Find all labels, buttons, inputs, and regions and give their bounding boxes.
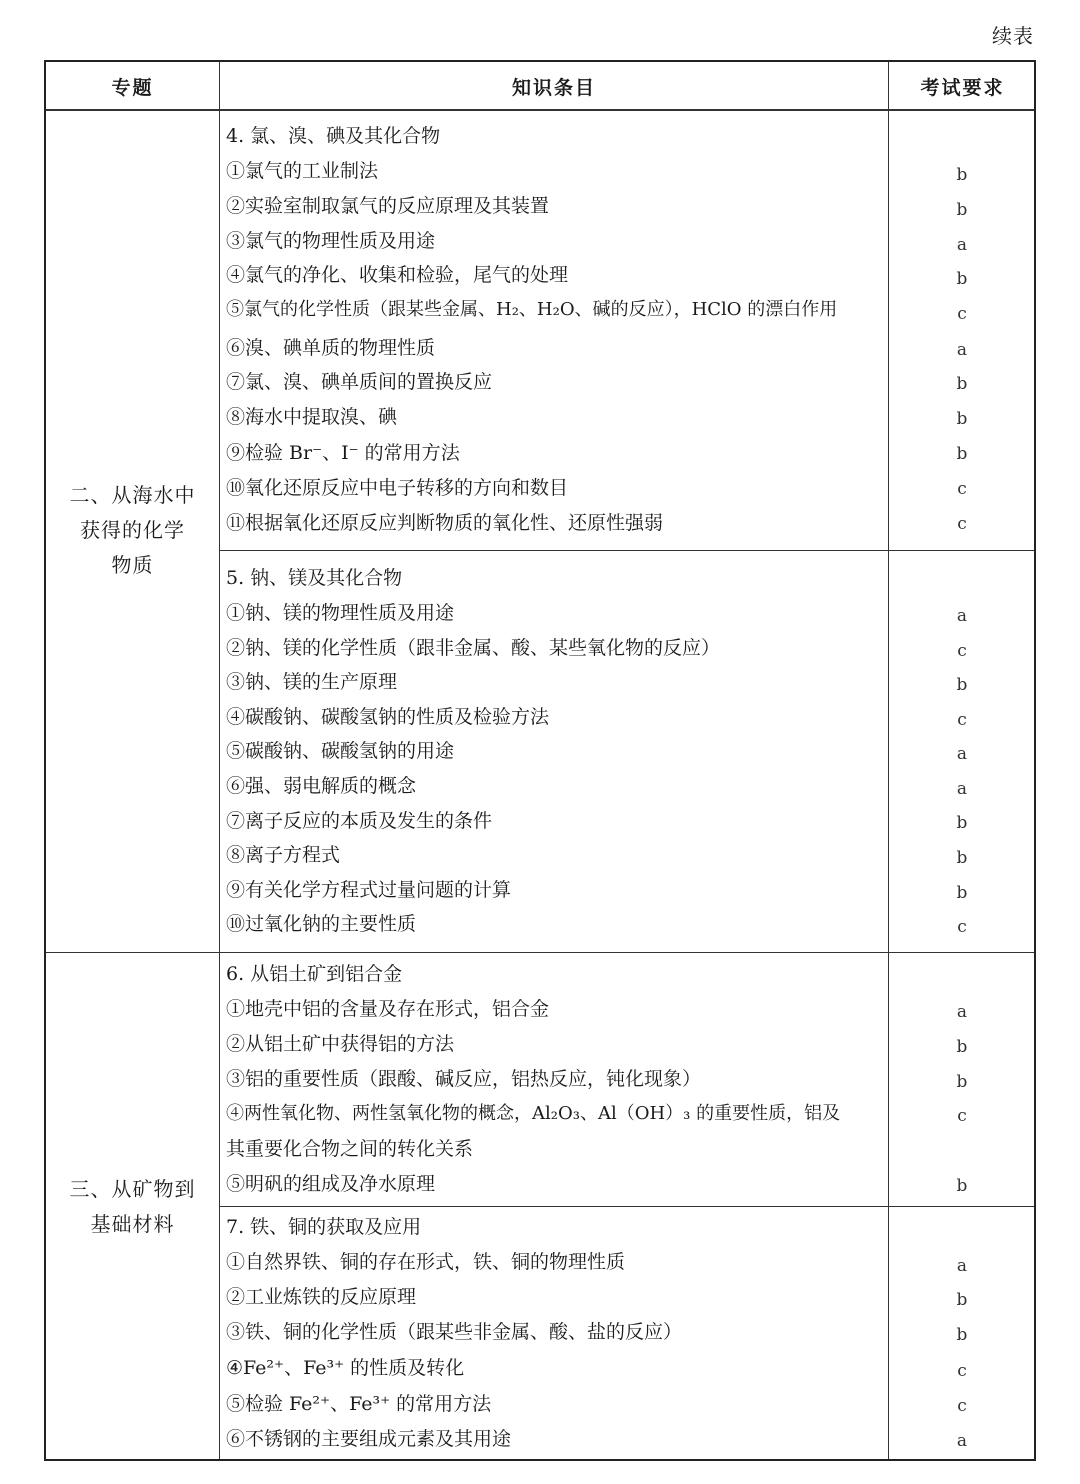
item-requirement: c	[957, 479, 967, 499]
item-requirement: c	[957, 641, 967, 661]
item-text: ⑦氯、溴、碘单质间的置换反应	[226, 371, 493, 393]
item-text: ③铝的重要性质（跟酸、碱反应，铝热反应，钝化现象）	[226, 1068, 702, 1090]
item-text: ⑤明矾的组成及净水原理	[226, 1173, 436, 1195]
item-text: ①地壳中铝的含量及存在形式，铝合金	[226, 998, 550, 1020]
section-title: 7. 铁、铜的获取及应用	[226, 1216, 422, 1238]
item-text: ⑩过氧化钠的主要性质	[226, 913, 417, 935]
section-title: 6. 从铝土矿到铝合金	[226, 963, 403, 985]
item-text: ③氯气的物理性质及用途	[226, 230, 436, 252]
item-text: ⑥不锈钢的主要组成元素及其用途	[226, 1428, 512, 1450]
item-text: ②工业炼铁的反应原理	[226, 1286, 417, 1308]
item-text: ③钠、镁的生产原理	[226, 671, 398, 693]
section-title: 5. 钠、镁及其化合物	[226, 567, 403, 589]
section-divider	[219, 1206, 1034, 1207]
section-divider	[219, 550, 1034, 551]
topic-3-line: 基础材料	[90, 1212, 175, 1236]
topic-2-line: 获得的化学	[80, 518, 185, 542]
item-text: ⑨检验 Br⁻、I⁻ 的常用方法	[226, 442, 460, 464]
item-requirement: b	[956, 165, 968, 185]
item-text: ⑤氯气的化学性质（跟某些金属、H₂、H₂O、碱的反应），HClO 的漂白作用	[226, 299, 838, 320]
item-requirement: c	[957, 710, 967, 730]
syllabus-table	[44, 60, 1036, 1461]
item-text: ④两性氧化物、两性氢氧化物的概念，Al₂O₃、Al（OH）₃ 的重要性质，铝及	[226, 1103, 841, 1124]
header-knowledge: 知识条目	[511, 76, 596, 99]
item-requirement: a	[956, 340, 968, 360]
item-text: ②实验室制取氯气的反应原理及其装置	[226, 195, 550, 217]
item-requirement: b	[956, 1325, 968, 1345]
item-requirement: b	[956, 269, 968, 289]
item-requirement: c	[957, 1106, 967, 1126]
item-requirement: a	[956, 779, 968, 799]
item-text: ⑨有关化学方程式过量问题的计算	[226, 879, 512, 901]
item-requirement: b	[956, 1176, 968, 1196]
item-requirement: c	[957, 304, 967, 324]
item-requirement: b	[956, 848, 968, 868]
item-text: ⑤碳酸钠、碳酸氢钠的用途	[226, 740, 455, 762]
topic-3-line: 三、从矿物到	[69, 1177, 196, 1201]
item-requirement: c	[957, 917, 967, 937]
item-requirement: b	[956, 200, 968, 220]
item-requirement: b	[956, 1072, 968, 1092]
item-requirement: a	[956, 235, 968, 255]
topic-divider	[46, 952, 1034, 953]
item-requirement: c	[957, 514, 967, 534]
item-text-continued: 其重要化合物之间的转化关系	[226, 1138, 474, 1160]
item-text: ①氯气的工业制法	[226, 160, 379, 182]
item-text: ①钠、镁的物理性质及用途	[226, 602, 455, 624]
topic-2	[46, 478, 219, 583]
item-text: ⑦离子反应的本质及发生的条件	[226, 810, 493, 832]
item-requirement: b	[956, 883, 968, 903]
item-requirement: b	[956, 409, 968, 429]
item-requirement: a	[956, 606, 968, 626]
item-text: ④碳酸钠、碳酸氢钠的性质及检验方法	[226, 706, 550, 728]
item-text: ④Fe²⁺、Fe³⁺ 的性质及转化	[226, 1357, 465, 1379]
item-text: ⑧海水中提取溴、碘	[226, 406, 398, 428]
item-requirement: a	[956, 1256, 968, 1276]
item-requirement: b	[956, 374, 968, 394]
item-requirement: b	[956, 813, 968, 833]
item-requirement: b	[956, 1037, 968, 1057]
header-requirement: 考试要求	[920, 76, 1005, 99]
item-text: ⑥强、弱电解质的概念	[226, 775, 417, 797]
topic-2-line: 二、从海水中	[69, 483, 196, 507]
item-requirement: c	[957, 1361, 967, 1381]
item-text: ③铁、铜的化学性质（跟某些非金属、酸、盐的反应）	[226, 1321, 683, 1343]
topic-3	[46, 1172, 219, 1242]
item-requirement: b	[956, 675, 968, 695]
item-requirement: b	[956, 444, 968, 464]
item-text: ⑥溴、碘单质的物理性质	[226, 337, 436, 359]
item-text: ④氯气的净化、收集和检验，尾气的处理	[226, 264, 569, 286]
column-divider	[219, 62, 220, 1459]
item-requirement: a	[956, 1431, 968, 1451]
item-text: ⑧离子方程式	[226, 844, 341, 866]
section-title: 4. 氯、溴、碘及其化合物	[226, 125, 441, 147]
item-requirement: a	[956, 744, 968, 764]
item-text: ⑪根据氧化还原反应判断物质的氧化性、还原性强弱	[226, 512, 664, 534]
item-text: ②钠、镁的化学性质（跟非金属、酸、某些氧化物的反应）	[226, 637, 721, 659]
continued-label: 续表	[992, 24, 1034, 48]
header-topic: 专题	[111, 76, 154, 99]
item-requirement: c	[957, 1396, 967, 1416]
item-requirement: b	[956, 1290, 968, 1310]
item-text: ①自然界铁、铜的存在形式，铁、铜的物理性质	[226, 1251, 626, 1273]
item-requirement: a	[956, 1002, 968, 1022]
item-text: ⑤检验 Fe²⁺、Fe³⁺ 的常用方法	[226, 1393, 492, 1415]
item-text: ⑩氧化还原反应中电子转移的方向和数目	[226, 477, 569, 499]
item-text: ②从铝土矿中获得铝的方法	[226, 1033, 455, 1055]
topic-2-line: 物质	[111, 553, 154, 577]
